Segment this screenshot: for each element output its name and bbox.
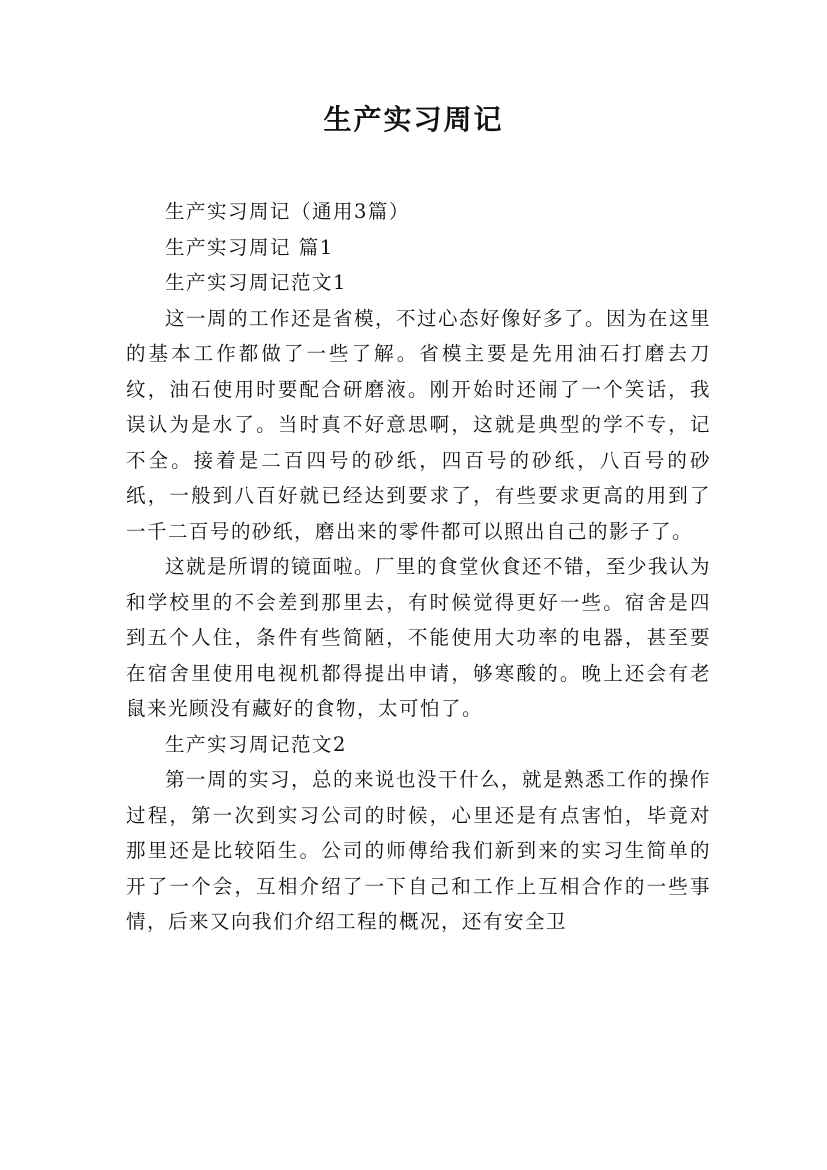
paragraph-body: 这一周的工作还是省模，不过心态好像好多了。因为在这里的基本工作都做了一些了解。省模主要是先用油石打磨去刀纹，油石使用时要配合研磨液。刚开始时还闹了一个笑话，我误认为是水了。当时真不好意思啊，这就是典型的学不专，记不全。接着是二百四号的砂纸，四百号的砂纸，八百号的砂纸，一般到八百好就已经达到要求了，有些要求更高的用到了一千二百号的砂纸，磨出来的零件都可以照出自己的影子了。 bbox=[126, 306, 712, 543]
paragraph-section-heading: 生产实习周记 篇1 bbox=[165, 235, 334, 259]
paragraph-subtitle: 生产实习周记（通用3篇） bbox=[165, 200, 410, 223]
document-title: 生产实习周记 bbox=[323, 103, 504, 136]
paragraph-sample-heading-2: 生产实习周记范文2 bbox=[165, 732, 347, 756]
paragraph-sample-heading-1: 生产实习周记范文1 bbox=[165, 271, 347, 294]
paragraph-body: 这就是所谓的镜面啦。厂里的食堂伙食还不错，至少我认为和学校里的不会差到那里去，有时候觉得更好一些。宿舍是四到五个人住，条件有些简陋，不能使用大功率的电器，甚至要在宿舍里使用电视机都得提出申请，够寒酸的。晚上还会有老鼠来光顾没有藏好的食物，太可怕了。 bbox=[126, 555, 712, 720]
document-body bbox=[126, 194, 711, 940]
paragraph-body: 第一周的实习，总的来说也没干什么，就是熟悉工作的操作过程，第一次到实习公司的时候，心里还是有点害怕，毕竟对那里还是比较陌生。公司的师傅给我们新到来的实习生简单的开了一个会，互相介绍了一下自己和工作上互相合作的一些事情，后来又向我们介绍工程的概况，还有安全卫 bbox=[126, 768, 712, 933]
